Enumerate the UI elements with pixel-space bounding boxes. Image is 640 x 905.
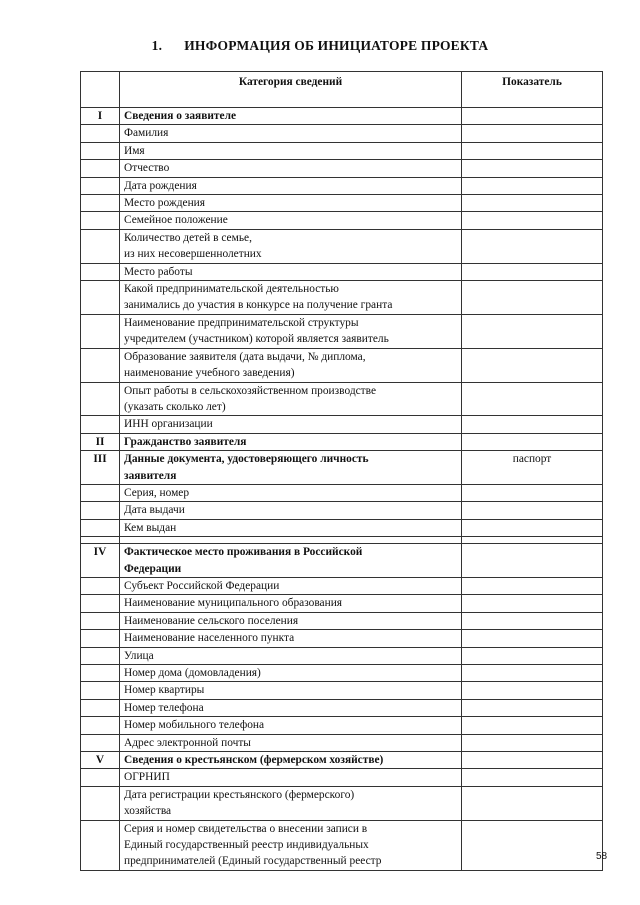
field-value-cell[interactable] xyxy=(462,142,603,159)
table-row xyxy=(81,786,603,820)
table-row xyxy=(81,229,603,263)
field-value-cell[interactable] xyxy=(462,612,603,629)
field-label: Опыт работы в сельскохозяйственном производстве (указать сколько лет) xyxy=(120,382,462,416)
field-label: Количество детей в семье, из них несовершеннолетних xyxy=(120,229,462,263)
row-number: II xyxy=(81,433,120,450)
field-value-cell[interactable] xyxy=(462,281,603,315)
page-number: 58 xyxy=(596,851,608,862)
table-row xyxy=(81,717,603,734)
row-number xyxy=(81,263,120,280)
section-number: 1. xyxy=(151,38,163,53)
field-label: Место рождения xyxy=(120,195,462,212)
row-number xyxy=(81,734,120,751)
table-row xyxy=(81,612,603,629)
row-number: V xyxy=(81,752,120,769)
field-label: Дата рождения xyxy=(120,177,462,194)
field-label: ОГРНИП xyxy=(120,769,462,786)
field-label: Серия, номер xyxy=(120,484,462,501)
field-value-cell[interactable] xyxy=(462,108,603,125)
field-value-cell[interactable] xyxy=(462,263,603,280)
section-row xyxy=(81,108,603,125)
table-row xyxy=(81,281,603,315)
table-row xyxy=(81,577,603,594)
table-row xyxy=(81,160,603,177)
section-heading xyxy=(0,38,640,54)
field-value-cell[interactable] xyxy=(462,314,603,348)
field-value-cell[interactable] xyxy=(462,125,603,142)
row-number xyxy=(81,195,120,212)
field-label: Имя xyxy=(120,142,462,159)
row-number xyxy=(81,348,120,382)
field-label: Какой предпринимательской деятельностью занимались до участия в конкурсе на получение гранта xyxy=(120,281,462,315)
table-row xyxy=(81,595,603,612)
row-number xyxy=(81,665,120,682)
field-label: Семейное положение xyxy=(120,212,462,229)
field-value-cell[interactable] xyxy=(462,769,603,786)
row-number xyxy=(81,484,120,501)
table-row xyxy=(81,630,603,647)
field-value-cell[interactable] xyxy=(462,665,603,682)
field-value-cell[interactable] xyxy=(462,212,603,229)
row-number: IV xyxy=(81,544,120,578)
field-label: Наименование населенного пункта xyxy=(120,630,462,647)
header-number-cell xyxy=(81,72,120,108)
row-number xyxy=(81,647,120,664)
table-row xyxy=(81,647,603,664)
table-row xyxy=(81,212,603,229)
row-number xyxy=(81,281,120,315)
field-label: Кем выдан xyxy=(120,519,462,536)
field-label: Образование заявителя (дата выдачи, № диплома, наименование учебного заведения) xyxy=(120,348,462,382)
row-number xyxy=(81,142,120,159)
field-label: Наименование муниципального образования xyxy=(120,595,462,612)
row-number xyxy=(81,160,120,177)
field-value-cell[interactable] xyxy=(462,647,603,664)
field-value-cell[interactable] xyxy=(462,433,603,450)
row-number: III xyxy=(81,451,120,485)
table-row xyxy=(81,263,603,280)
table-row xyxy=(81,484,603,501)
header-category: Категория сведений xyxy=(120,72,462,108)
field-label: Серия и номер свидетельства о внесении записи в Единый государственный реестр индивидуальных предпринимателей (Единый государственный реестр xyxy=(120,820,462,870)
table-row xyxy=(81,416,603,433)
table-row xyxy=(81,125,603,142)
field-label: Улица xyxy=(120,647,462,664)
table-row xyxy=(81,682,603,699)
field-value-cell[interactable] xyxy=(462,348,603,382)
field-value-cell[interactable] xyxy=(462,734,603,751)
field-label: Номер мобильного телефона xyxy=(120,717,462,734)
field-value-cell[interactable] xyxy=(462,484,603,501)
field-value-cell[interactable] xyxy=(462,544,603,578)
row-number xyxy=(81,717,120,734)
row-number xyxy=(81,314,120,348)
table-row xyxy=(81,699,603,716)
row-number xyxy=(81,502,120,519)
field-value-cell[interactable] xyxy=(462,682,603,699)
table-row xyxy=(81,382,603,416)
field-value-cell[interactable] xyxy=(462,820,603,870)
field-value-cell[interactable] xyxy=(462,752,603,769)
field-label: Наименование сельского поселения xyxy=(120,612,462,629)
row-number xyxy=(81,382,120,416)
row-number xyxy=(81,699,120,716)
field-label: Отчество xyxy=(120,160,462,177)
table-row xyxy=(81,142,603,159)
row-number xyxy=(81,786,120,820)
table-row xyxy=(81,519,603,536)
section-label: Данные документа, удостоверяющего личность заявителя xyxy=(120,451,462,485)
field-label: Номер дома (домовладения) xyxy=(120,665,462,682)
row-number xyxy=(81,682,120,699)
field-label: Место работы xyxy=(120,263,462,280)
section-row xyxy=(81,433,603,450)
field-label: Дата выдачи xyxy=(120,502,462,519)
table-row xyxy=(81,502,603,519)
section-label: Фактическое место проживания в Российской Федерации xyxy=(120,544,462,578)
field-value-cell[interactable] xyxy=(462,177,603,194)
row-number xyxy=(81,125,120,142)
field-value-cell[interactable] xyxy=(462,717,603,734)
field-value-cell[interactable] xyxy=(462,786,603,820)
field-value-cell[interactable] xyxy=(462,160,603,177)
field-label: Номер телефона xyxy=(120,699,462,716)
field-label: Фамилия xyxy=(120,125,462,142)
field-value-cell[interactable] xyxy=(462,577,603,594)
row-number xyxy=(81,519,120,536)
row-number xyxy=(81,595,120,612)
section-row xyxy=(81,451,603,485)
table-row xyxy=(81,665,603,682)
field-value-cell[interactable] xyxy=(462,229,603,263)
section-title: ИНФОРМАЦИЯ ОБ ИНИЦИАТОРЕ ПРОЕКТА xyxy=(184,38,489,53)
section-label: Гражданство заявителя xyxy=(120,433,462,450)
field-label: Адрес электронной почты xyxy=(120,734,462,751)
spacer-row xyxy=(81,537,603,544)
row-number: I xyxy=(81,108,120,125)
row-number xyxy=(81,630,120,647)
row-number xyxy=(81,177,120,194)
field-value-cell[interactable]: паспорт xyxy=(462,451,603,485)
table-row xyxy=(81,820,603,870)
row-number xyxy=(81,416,120,433)
table-row xyxy=(81,734,603,751)
row-number xyxy=(81,820,120,870)
table-body xyxy=(81,108,603,871)
table-header-row xyxy=(81,72,603,108)
table-row xyxy=(81,769,603,786)
field-value-cell[interactable] xyxy=(462,502,603,519)
header-indicator: Показатель xyxy=(462,72,603,108)
field-value-cell[interactable] xyxy=(462,382,603,416)
table-row xyxy=(81,314,603,348)
row-number xyxy=(81,577,120,594)
spacer-cell xyxy=(462,537,603,544)
row-number xyxy=(81,769,120,786)
table-row xyxy=(81,177,603,194)
field-label: Номер квартиры xyxy=(120,682,462,699)
field-value-cell[interactable] xyxy=(462,630,603,647)
spacer-cell xyxy=(120,537,462,544)
field-value-cell[interactable] xyxy=(462,416,603,433)
table-row xyxy=(81,348,603,382)
section-row xyxy=(81,544,603,578)
row-number xyxy=(81,212,120,229)
spacer-cell xyxy=(81,537,120,544)
row-number xyxy=(81,612,120,629)
section-label: Сведения о крестьянском (фермерском хозяйстве) xyxy=(120,752,462,769)
field-label: ИНН организации xyxy=(120,416,462,433)
field-label: Субъект Российской Федерации xyxy=(120,577,462,594)
table-row xyxy=(81,195,603,212)
field-value-cell[interactable] xyxy=(462,699,603,716)
field-value-cell[interactable] xyxy=(462,195,603,212)
row-number xyxy=(81,229,120,263)
field-label: Наименование предпринимательской структуры учредителем (участником) которой является заявитель xyxy=(120,314,462,348)
field-value-cell[interactable] xyxy=(462,519,603,536)
section-label: Сведения о заявителе xyxy=(120,108,462,125)
field-label: Дата регистрации крестьянского (фермерского) хозяйства xyxy=(120,786,462,820)
section-row xyxy=(81,752,603,769)
applicant-info-table xyxy=(80,71,603,871)
field-value-cell[interactable] xyxy=(462,595,603,612)
